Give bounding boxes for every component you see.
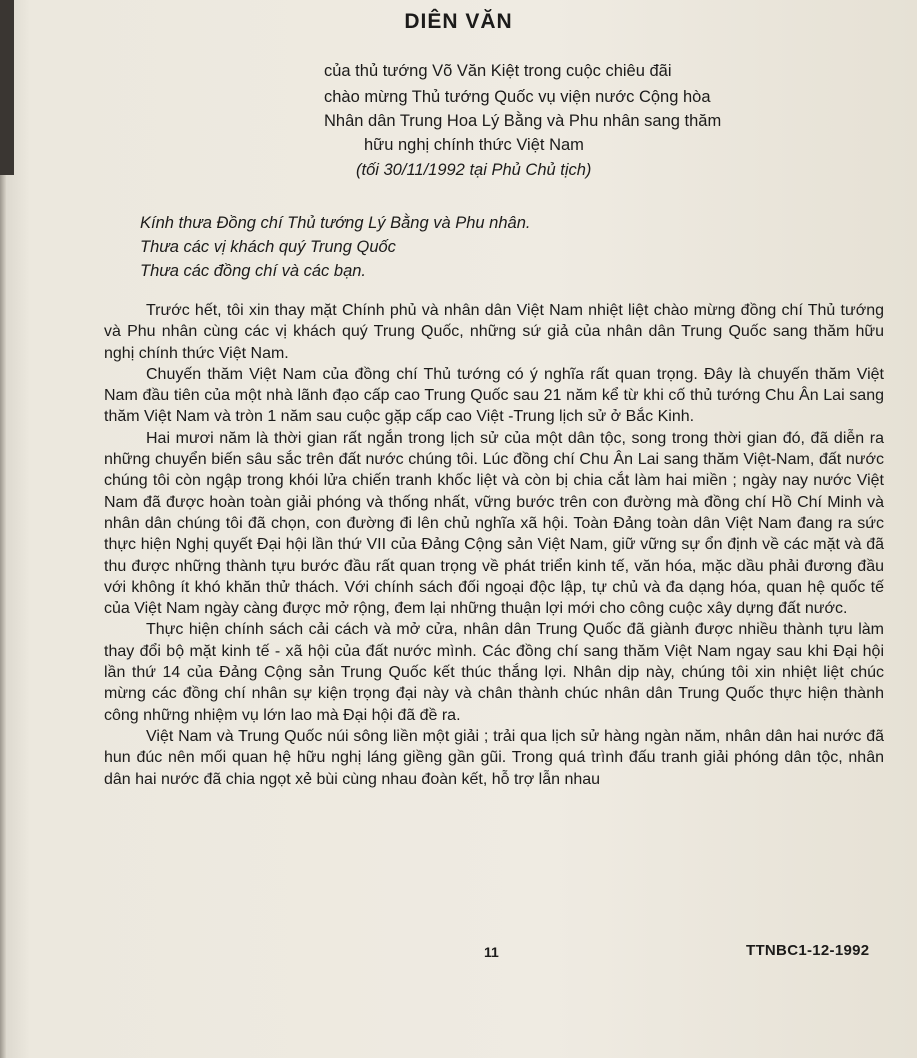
speech-body: [104, 300, 884, 790]
paragraph-2: Chuyến thăm Việt Nam của đồng chí Thủ tướng có ý nghĩa rất quan trọng. Đây là chuyến thăm Việt Nam đầu tiên của một nhà lãnh đạo cấp cao Trung Quốc sau 21 năm kể từ khi cố thủ tướng Chu Ân Lai sang thăm Việt Nam và tròn 1 năm sau cuộc gặp cấp cao Việt -Trung lịch sử ở Bắc Kinh.: [104, 365, 884, 426]
paragraph-3: Hai mươi năm là thời gian rất ngắn trong lịch sử của một dân tộc, song trong thời gian đó, đã diễn ra những chuyển biến sâu sắc trên đất nước chúng tôi. Lúc đồng chí Chu Ân Lai sang thăm Việt-Nam, đất nước chúng tôi còn ngập trong khói lửa chiến tranh khốc liệt và còn bị chia cắt làm hai miền ; ngày nay nước Việt Nam đã được hoàn toàn giải phóng và thống nhất, vững bước trên con đường mà đồng chí Hồ Chí Minh và nhân dân chúng tôi đã chọn, con đường đi lên chủ nghĩa xã hội. Toàn Đảng toàn dân Việt Nam đang ra sức thực hiện Nghị quyết Đại hội lần thứ VII của Đảng Cộng sản Việt Nam, giữ vững sự ổn định về các mặt và đã thu được những thành tựu bước đầu rất quan trọng về phát triển kinh tế, văn hóa, mặc dầu phải đương đầu với không ít khó khăn thử thách. Với chính sách đối ngoại độc lập, tự chủ và đa dạng hóa, quan hệ quốc tế của Việt Nam ngày càng được mở rộng, đem lại những thuận lợi mới cho công cuộc xây dựng đất nước.: [104, 429, 884, 618]
subtitle-line-2: chào mừng Thủ tướng Quốc vụ viện nước Cộng hòa: [324, 88, 711, 106]
subtitle-line-1: của thủ tướng Võ Văn Kiệt trong cuộc chiêu đãi: [324, 62, 672, 80]
salutation-2: Thưa các vị khách quý Trung Quốc: [140, 238, 396, 256]
paragraph-4: Thực hiện chính sách cải cách và mở cửa, nhân dân Trung Quốc đã giành được nhiều thành tựu làm thay đổi bộ mặt kinh tế - xã hội của đất nước mình. Các đồng chí sang thăm Việt Nam ngay sau khi Đại hội lần thứ 14 của Đảng Cộng sản Trung Quốc kết thúc thắng lợi. Nhân dịp này, chúng tôi xin nhiệt liệt chúc mừng các đồng chí nhân sự kiện trọng đại này và chân thành chúc nhân dân Trung Quốc thực hiện thành công những nhiệm vụ lớn lao mà Đại hội đã đề ra.: [104, 621, 884, 724]
salutation-1: Kính thưa Đồng chí Thủ tướng Lý Bằng và Phu nhân.: [140, 214, 531, 232]
document-title: DIÊN VĂN: [404, 10, 513, 33]
document-code: TTNBC1-12-1992: [746, 942, 870, 959]
page-number: 11: [484, 944, 499, 960]
speech-date: (tối 30/11/1992 tại Phủ Chủ tịch): [356, 161, 592, 179]
paragraph-1: Trước hết, tôi xin thay mặt Chính phủ và nhân dân Việt Nam nhiệt liệt chào mừng đồng chí Thủ tướng và Phu nhân cùng các vị khách quý Trung Quốc, những sứ giả của nhân dân Trung Quốc sang thăm hữu nghị chính thức Việt Nam.: [104, 302, 884, 362]
paragraph-5: Việt Nam và Trung Quốc núi sông liền một giải ; trải qua lịch sử hàng ngàn năm, nhân dân hai nước đã hun đúc nên mối quan hệ hữu nghị láng giềng gần gũi. Trong quá trình đấu tranh giải phóng dân tộc, nhân dân hai nước đã chia ngọt xẻ bùi cùng nhau đoàn kết, hỗ trợ lẫn nhau: [104, 727, 884, 788]
salutation-3: Thưa các đồng chí và các bạn.: [140, 262, 367, 280]
subtitle-line-3: Nhân dân Trung Hoa Lý Bằng và Phu nhân sang thăm: [324, 112, 722, 130]
page-edge-shadow: [0, 175, 6, 1058]
subtitle-line-4: hữu nghị chính thức Việt Nam: [364, 136, 584, 154]
